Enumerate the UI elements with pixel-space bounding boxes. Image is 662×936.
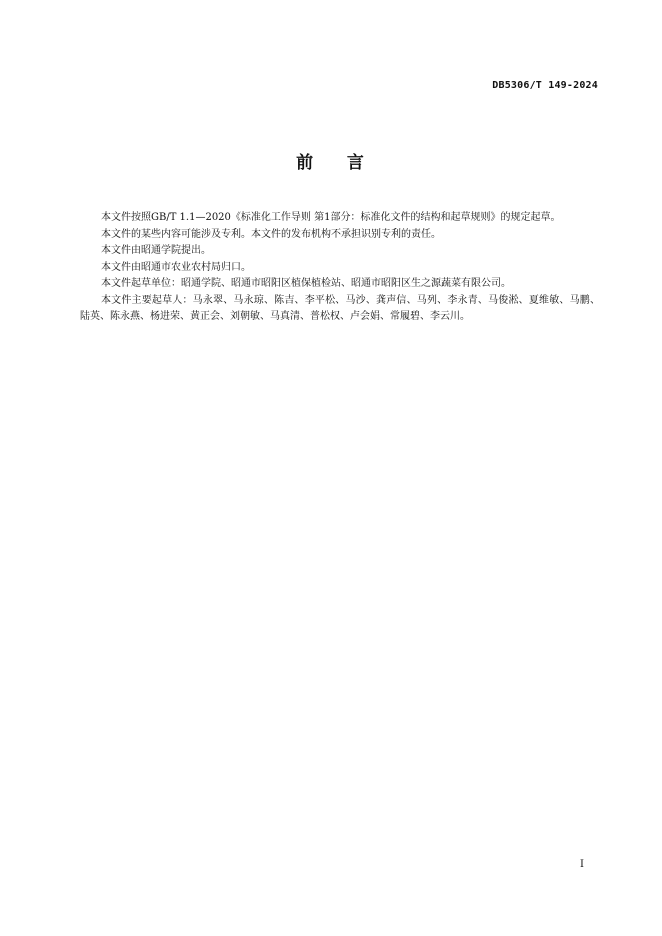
paragraph-patent-notice: 本文件的某些内容可能涉及专利。本文件的发布机构不承担识别专利的责任。 bbox=[101, 228, 441, 240]
paragraph-drafting-units: 本文件起草单位：昭通学院、昭通市昭阳区植保植检站、昭通市昭阳区生之源蔬菜有限公司。 bbox=[101, 278, 511, 289]
paragraph-centralized-unit: 本文件由昭通市农业农村局归口。 bbox=[101, 261, 251, 273]
page-number: I bbox=[580, 859, 584, 870]
foreword-body bbox=[80, 210, 600, 326]
document-code: DB5306/T 149-2024 bbox=[492, 80, 598, 91]
paragraph-main-drafters: 本文件主要起草人：马永翠、马永琼、陈吉、李平松、马沙、龚声信、马列、李永青、马俊淞、夏维敏、马鹏、陆英、陈永燕、杨进荣、黄正会、刘朝敏、马真清、普松权、卢会娟、常履碧、李云川。 bbox=[80, 294, 600, 322]
page-title: 前 言 bbox=[296, 153, 366, 173]
paragraph-drafting-rules: 本文件按照GB/T 1.1—2020《标准化工作导则 第1部分：标准化文件的结构和起草规则》的规定起草。 bbox=[101, 212, 561, 223]
paragraph-proposer: 本文件由昭通学院提出。 bbox=[101, 245, 211, 256]
